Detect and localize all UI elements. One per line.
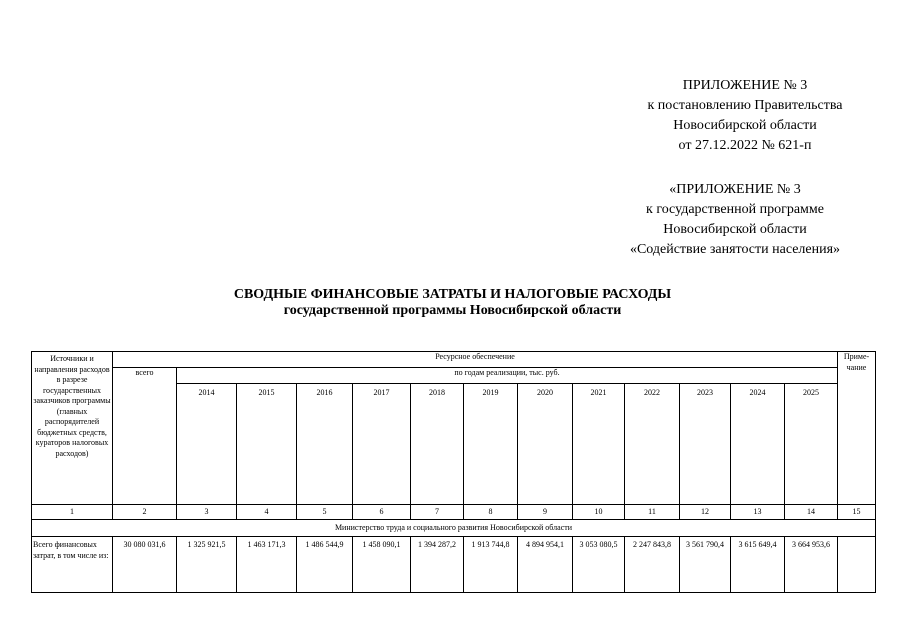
column-number: 3 (177, 505, 237, 520)
annex-program-line: «ПРИЛОЖЕНИЕ № 3 (669, 182, 801, 197)
title-line-1: СВОДНЫЕ ФИНАНСОВЫЕ ЗАТРАТЫ И НАЛОГОВЫЕ РАСХОДЫ (233, 287, 672, 302)
row-value: 1 458 090,1 (353, 537, 411, 593)
table-row (32, 537, 876, 593)
year-header: 2015 (237, 384, 297, 505)
column-number: 13 (731, 505, 785, 520)
row-value: 1 463 171,3 (237, 537, 297, 593)
annex-program-line: Новосибирской области (663, 222, 807, 237)
resource-header: Ресурсное обеспечение (113, 352, 838, 368)
row-value: 3 615 649,4 (731, 537, 785, 593)
title-line-2: государственной программы Новосибирской области (283, 303, 622, 318)
row-label: Всего финансовых затрат, в том числе из: (32, 537, 113, 593)
year-header: 2024 (731, 384, 785, 505)
column-number: 12 (680, 505, 731, 520)
row-value: 1 486 544,9 (297, 537, 353, 593)
annex-program-line: к государственной программе (646, 202, 824, 217)
column-number: 2 (113, 505, 177, 520)
row-value: 3 053 080,5 (573, 537, 625, 593)
row-value: 3 664 953,6 (785, 537, 838, 593)
financial-table (31, 351, 876, 593)
row-value: 1 394 287,2 (411, 537, 464, 593)
by-years-header: по годам реализации, тыс. руб. (177, 368, 838, 384)
row-total: 30 080 031,6 (113, 537, 177, 593)
column-number: 5 (297, 505, 353, 520)
column-number: 10 (573, 505, 625, 520)
row-value: 1 913 744,8 (464, 537, 518, 593)
total-header: всего (113, 368, 177, 505)
column-number: 14 (785, 505, 838, 520)
year-header: 2023 (680, 384, 731, 505)
column-number: 9 (518, 505, 573, 520)
column-number: 11 (625, 505, 680, 520)
year-header: 2021 (573, 384, 625, 505)
year-header: 2025 (785, 384, 838, 505)
year-header: 2014 (177, 384, 237, 505)
note-header: Приме-чание (838, 352, 876, 505)
source-header: Источники и направления расходов в разрезе государственных заказчиков программы (главных распорядителей бюджетных средств, кураторов налоговых расходов) (32, 352, 113, 505)
row-note (838, 537, 876, 593)
row-value: 2 247 843,8 (625, 537, 680, 593)
column-number: 15 (838, 505, 876, 520)
year-header: 2016 (297, 384, 353, 505)
column-number: 7 (411, 505, 464, 520)
year-header: 2020 (518, 384, 573, 505)
annex-program-line: «Содействие занятости населения» (629, 242, 841, 257)
annex-order-block (600, 76, 890, 156)
ministry-row: Министерство труда и социального развития Новосибирской области (32, 520, 876, 537)
annex-program-block (590, 180, 880, 260)
year-header: 2019 (464, 384, 518, 505)
annex-order-line: ПРИЛОЖЕНИЕ № 3 (682, 78, 808, 93)
year-header: 2017 (353, 384, 411, 505)
annex-order-line: от 27.12.2022 № 621-п (678, 138, 812, 153)
document-title (0, 287, 905, 319)
row-value: 1 325 921,5 (177, 537, 237, 593)
annex-order-line: к постановлению Правительства (647, 98, 843, 113)
row-value: 3 561 790,4 (680, 537, 731, 593)
column-number: 8 (464, 505, 518, 520)
year-header: 2022 (625, 384, 680, 505)
year-header: 2018 (411, 384, 464, 505)
column-number: 6 (353, 505, 411, 520)
annex-order-line: Новосибирской области (673, 118, 817, 133)
column-number: 1 (32, 505, 113, 520)
row-value: 4 894 954,1 (518, 537, 573, 593)
column-number: 4 (237, 505, 297, 520)
